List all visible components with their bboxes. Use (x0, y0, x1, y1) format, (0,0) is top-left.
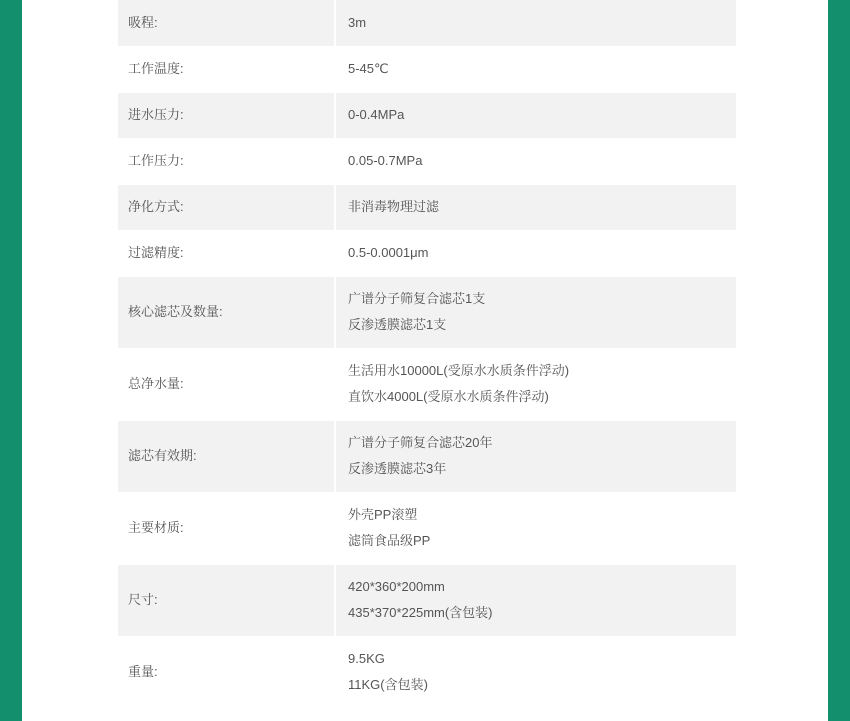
spec-label: 净化方式: (118, 184, 335, 230)
spec-label: 主要材质: (118, 492, 335, 564)
spec-value (335, 348, 736, 420)
spec-row-total-water-output (118, 348, 736, 420)
spec-value (335, 492, 736, 564)
spec-value-line: 广谱分子筛复合滤芯20年 (348, 435, 493, 450)
spec-value-line: 滤筒食品级PP (348, 533, 431, 548)
spec-value-line: 0.05-0.7MPa (348, 153, 423, 168)
spec-row-suction-lift (118, 0, 736, 46)
spec-value (335, 92, 736, 138)
spec-row-weight (118, 636, 736, 708)
spec-label: 进水压力: (118, 92, 335, 138)
spec-value-line: 非消毒物理过滤 (348, 199, 440, 214)
spec-row-inlet-pressure (118, 92, 736, 138)
spec-value (335, 420, 736, 492)
spec-value-line: 0.5-0.0001μm (348, 245, 429, 260)
spec-row-working-pressure (118, 138, 736, 184)
spec-row-working-temperature (118, 46, 736, 92)
spec-label: 过滤精度: (118, 230, 335, 276)
spec-value-line: 9.5KG (348, 651, 385, 666)
spec-row-purification-method (118, 184, 736, 230)
spec-label: 吸程: (118, 0, 335, 46)
spec-row-filter-lifespan (118, 420, 736, 492)
spec-table (118, 0, 736, 709)
spec-value (335, 0, 736, 46)
spec-value (335, 636, 736, 708)
spec-value (335, 230, 736, 276)
spec-value (335, 184, 736, 230)
spec-value-line: 11KG(含包装) (348, 677, 428, 692)
left-border-bar (0, 0, 22, 721)
spec-value (335, 46, 736, 92)
spec-label: 总净水量: (118, 348, 335, 420)
spec-label: 重量: (118, 636, 335, 708)
spec-value (335, 138, 736, 184)
spec-value-line: 生活用水10000L(受原水水质条件浮动) (348, 363, 570, 378)
right-border-bar (828, 0, 850, 721)
spec-value-line: 0-0.4MPa (348, 107, 405, 122)
spec-label: 工作压力: (118, 138, 335, 184)
spec-value-line: 3m (348, 14, 367, 30)
spec-label: 工作温度: (118, 46, 335, 92)
spec-value-line: 5-45℃ (348, 61, 389, 76)
spec-value-line: 广谱分子筛复合滤芯1支 (348, 291, 486, 306)
spec-value (335, 564, 736, 636)
spec-value-line: 435*370*225mm(含包装) (348, 605, 493, 620)
spec-row-core-filters (118, 276, 736, 348)
spec-row-main-material (118, 492, 736, 564)
spec-value-line: 反渗透膜滤芯1支 (348, 317, 447, 332)
spec-value (335, 276, 736, 348)
spec-value-line: 直饮水4000L(受原水水质条件浮动) (348, 389, 549, 404)
spec-label: 尺寸: (118, 564, 335, 636)
spec-row-filtration-precision (118, 230, 736, 276)
spec-value-line: 420*360*200mm (348, 579, 445, 594)
spec-row-dimensions (118, 564, 736, 636)
spec-label: 核心滤芯及数量: (118, 276, 335, 348)
spec-value-line: 外壳PP滚塑 (348, 507, 418, 522)
spec-label: 滤芯有效期: (118, 420, 335, 492)
spec-value-line: 反渗透膜滤芯3年 (348, 461, 447, 476)
